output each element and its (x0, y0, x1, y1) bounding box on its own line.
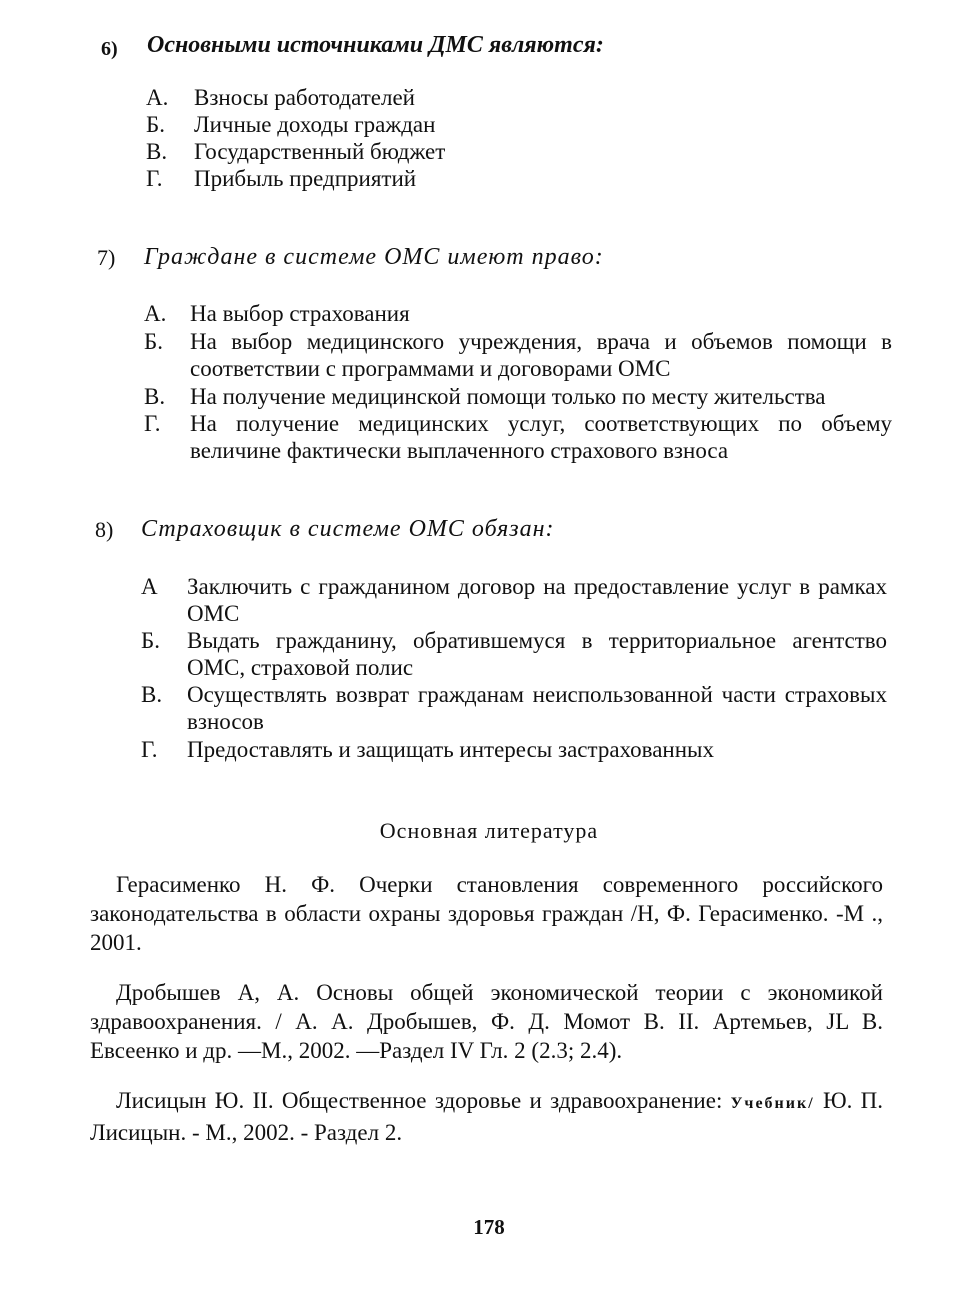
option-letter: Г. (141, 737, 158, 762)
reference-text-bold: Учебник/ (730, 1095, 815, 1112)
option-letter: Б. (141, 628, 160, 653)
question-title: Основными источниками ДМС являются: (147, 32, 604, 58)
question-6 (0, 32, 978, 191)
option-letter: Г. (146, 166, 163, 191)
question-7 (0, 244, 978, 463)
question-number: 6) (101, 38, 118, 60)
option-letter: Б. (146, 112, 165, 137)
option-letter: Г. (144, 411, 161, 436)
option-letter: В. (144, 384, 166, 409)
question-8 (0, 516, 978, 762)
question-header (0, 244, 978, 274)
option-letter: В. (146, 139, 168, 164)
option-text: Государственный бюджет (194, 139, 446, 164)
question-title: Граждане в системе ОМС имеют право: (144, 244, 604, 270)
reference-text: Лисицын Ю. II. Общественное здоровье и здравоохранение: (116, 1088, 723, 1113)
option-text: Прибыль предприятий (194, 166, 417, 191)
option-letter: В. (141, 682, 163, 707)
option-text: Взносы работодателей (194, 85, 415, 110)
question-header (0, 516, 978, 546)
reference-3 (90, 1086, 883, 1147)
question-header (0, 32, 978, 62)
question-title: Страховщик в системе ОМС обязан: (141, 516, 555, 542)
page-number: 178 (473, 1215, 505, 1239)
option-text: На выбор медицинского учреждения, врача и объемов помощи в соответствии с программами и договорами ОМС (190, 329, 892, 381)
literature-heading: Основная литература (379, 818, 599, 843)
reference-text: Ю. П. Лисицын. - М., 2002. - Раздел 2. (90, 1088, 884, 1145)
option-letter: А. (144, 301, 167, 326)
reference-2: Дробышев А, А. Основы общей экономической теории с экономикой здравоохранения. / А. А. Дробышев, Ф. Д. Момот В. II. Артемьев, JL В. Евсеенко и др. —М., 2002. —Раздел IV Гл. 2 (2.3; 2.4). (90, 980, 883, 1063)
option-text: Выдать гражданину, обратившемуся в территориальное агентство ОМС, страховой полис (187, 628, 887, 680)
question-number: 7) (97, 245, 116, 270)
option-letter: А. (146, 85, 169, 110)
question-number: 8) (95, 517, 114, 542)
option-text: На выбор страхования (190, 301, 410, 326)
option-text: Заключить с гражданином договор на предоставление услуг в рамках ОМС (187, 574, 887, 626)
option-letter: Б. (144, 329, 163, 354)
option-text: На получение медицинской помощи только по месту жительства (190, 384, 826, 409)
option-text: Предоставлять и защищать интересы застрахованных (187, 737, 715, 762)
option-letter: А (141, 574, 158, 599)
reference-1: Герасименко Н. Ф. Очерки становления современного российского законодательства в области охраны здоровья граждан /Н, Ф. Герасименко. -М ., 2001. (90, 872, 883, 955)
option-text: На получение медицинских услуг, соответствующих по объему величине фактически выплаченного страхового взноса (190, 411, 892, 463)
option-text: Осуществлять возврат гражданам неиспользованной части страховых взносов (187, 682, 887, 734)
option-text: Личные доходы граждан (194, 112, 436, 137)
